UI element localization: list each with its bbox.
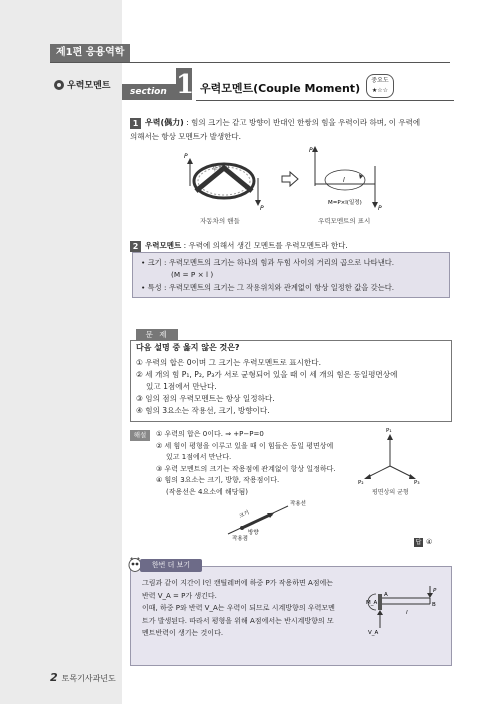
option-2: ② 세 개의 힘 P₁, P₂, P₃가 서로 균형되어 있을 때 이 세 개의 힘은 동일평면상에 — [136, 370, 398, 379]
item-number: 1 — [130, 118, 141, 129]
moment-formula: M=P×l(일정) — [328, 200, 362, 206]
force-elements-figure — [222, 496, 332, 542]
solution-line: 있고 1점에서 만난다. — [166, 453, 232, 461]
importance-badge — [366, 74, 394, 98]
force-p-left: P — [184, 153, 188, 160]
option-4: ④ 힘의 3요소는 작용선, 크기, 방향이다. — [136, 406, 270, 415]
moment-ma: M_A — [366, 600, 378, 606]
bullet-icon — [54, 80, 64, 90]
answer-value: ④ — [426, 538, 433, 546]
couple-moment-diagram — [312, 146, 378, 208]
force-p-right: P — [260, 205, 264, 212]
header-rule — [50, 62, 450, 63]
item-title: 우력(偶力) — [145, 118, 184, 127]
point-label: 작용점 — [232, 536, 248, 542]
section-rule — [196, 100, 454, 101]
review-line: 멘트반력이 생기는 것이다. — [142, 629, 224, 637]
part-title: 제1편 응용역학 — [50, 44, 130, 62]
force-p3: P₃ — [414, 480, 420, 486]
review-line: 반력 V_A = P가 생긴다. — [142, 591, 217, 600]
item-text-line1: : 힘의 크기는 같고 방향이 반대인 한쌍의 힘을 우력이라 하며, 이 우력에 — [183, 118, 421, 127]
importance-stars: ★☆☆ — [371, 87, 389, 94]
feature-line: • 특성 : 우력모멘트의 크기는 그 작용위치와 관계없이 항상 일정한 값을 갖는다. — [141, 283, 395, 292]
balance-figure — [350, 428, 450, 498]
importance-label: 중요도 — [371, 77, 389, 84]
problem-content — [136, 342, 448, 417]
right-arrow-icon — [282, 172, 298, 186]
point-b: B — [432, 602, 436, 608]
page-footer — [50, 671, 116, 684]
side-nav — [54, 78, 110, 91]
review-content — [142, 577, 364, 640]
item-couple-moment — [130, 240, 450, 252]
balance-caption: 평면상의 균형 — [372, 489, 409, 496]
review-tab: 한번 더 보기 — [140, 559, 202, 572]
section-number: 1 — [176, 70, 195, 100]
span-l: l — [406, 610, 408, 616]
moment-caption: 우력모멘트의 표시 — [318, 217, 371, 225]
solution-line: ② 세 힘이 평형을 이루고 있을 때 이 힘들은 동일 평면상에 — [156, 441, 334, 450]
problem-tab: 문 제 — [136, 329, 178, 341]
side-nav-label: 우력모멘트 — [67, 81, 111, 91]
direction-label: 방향 — [248, 530, 259, 536]
item-text-line2: 의해서는 항상 모멘트가 발생한다. — [130, 132, 241, 141]
line-of-action-label: 작용선 — [290, 501, 306, 507]
problem-question: 다음 설명 중 옳지 않은 것은? — [136, 343, 240, 352]
moment-arm-label: l — [343, 177, 345, 184]
couple-figure — [170, 146, 460, 230]
option-1: ① 우력의 합은 0이며 그 크기는 우력모멘트로 표시한다. — [136, 358, 321, 367]
option-3: ③ 임의 점의 우력모멘트는 항상 일정하다. — [136, 394, 275, 403]
size-line: • 크기 : 우력모멘트의 크기는 하나의 힘과 두힘 사이의 거리의 곱으로 나타낸다. — [141, 258, 395, 267]
force-p2: P₂ — [358, 480, 364, 486]
solution-line: ③ 우력 모멘트의 크기는 작용점에 관계없이 항상 일정하다. — [156, 464, 336, 473]
formula: (M = P × l ) — [171, 270, 214, 279]
point-a: A — [384, 592, 388, 598]
item-couple — [130, 116, 450, 144]
item-number: 2 — [130, 241, 141, 252]
solution-line: ④ 힘의 3요소는 크기, 방향, 작용점이다. — [156, 476, 280, 484]
cantilever-figure — [366, 584, 450, 636]
load-p: P — [433, 588, 437, 594]
item-title: 우력모멘트 — [145, 241, 182, 250]
answer — [414, 538, 432, 547]
review-line: 이때, 하중 P와 반력 V_A는 우력이 되므로 시계방향의 우력모멘 — [142, 604, 335, 612]
solution-line: ① 우력의 합은 0이다. ⇒ +P−P=0 — [156, 430, 264, 438]
solution-line: (작용선은 4요소에 해당됨) — [166, 487, 248, 496]
moment-p-bottom: P — [378, 205, 382, 212]
page-number: 2 — [50, 671, 58, 684]
turn-label: 우회전 — [212, 166, 230, 173]
book-title: 토목기사과년도 — [61, 674, 116, 683]
solution-label: 해설 — [130, 430, 150, 441]
wheel-caption: 자동차의 핸들 — [200, 217, 240, 225]
force-p1: P₁ — [386, 428, 392, 434]
answer-tag: 답 — [415, 539, 422, 546]
left-margin-band — [0, 0, 122, 704]
section-title: 우력모멘트(Couple Moment) — [200, 82, 361, 95]
definition-box — [132, 252, 450, 298]
review-line: 트가 발생된다. 따라서 평형을 위해 A점에서는 반시계방향의 모 — [142, 616, 334, 625]
review-line: 그림과 같이 지간이 l인 캔틸레버에 하중 P가 작용하면 A점에는 — [142, 579, 334, 587]
moment-p-top: P — [309, 147, 313, 154]
section-label: section — [122, 84, 192, 100]
item-desc: : 우력에 의해서 생긴 모멘트를 우력모멘트라 한다. — [181, 241, 348, 250]
option-2-cont: 있고 1점에서 만난다. — [146, 382, 217, 391]
size-label: 크기 — [238, 509, 251, 520]
reaction-va: V_A — [368, 630, 379, 636]
